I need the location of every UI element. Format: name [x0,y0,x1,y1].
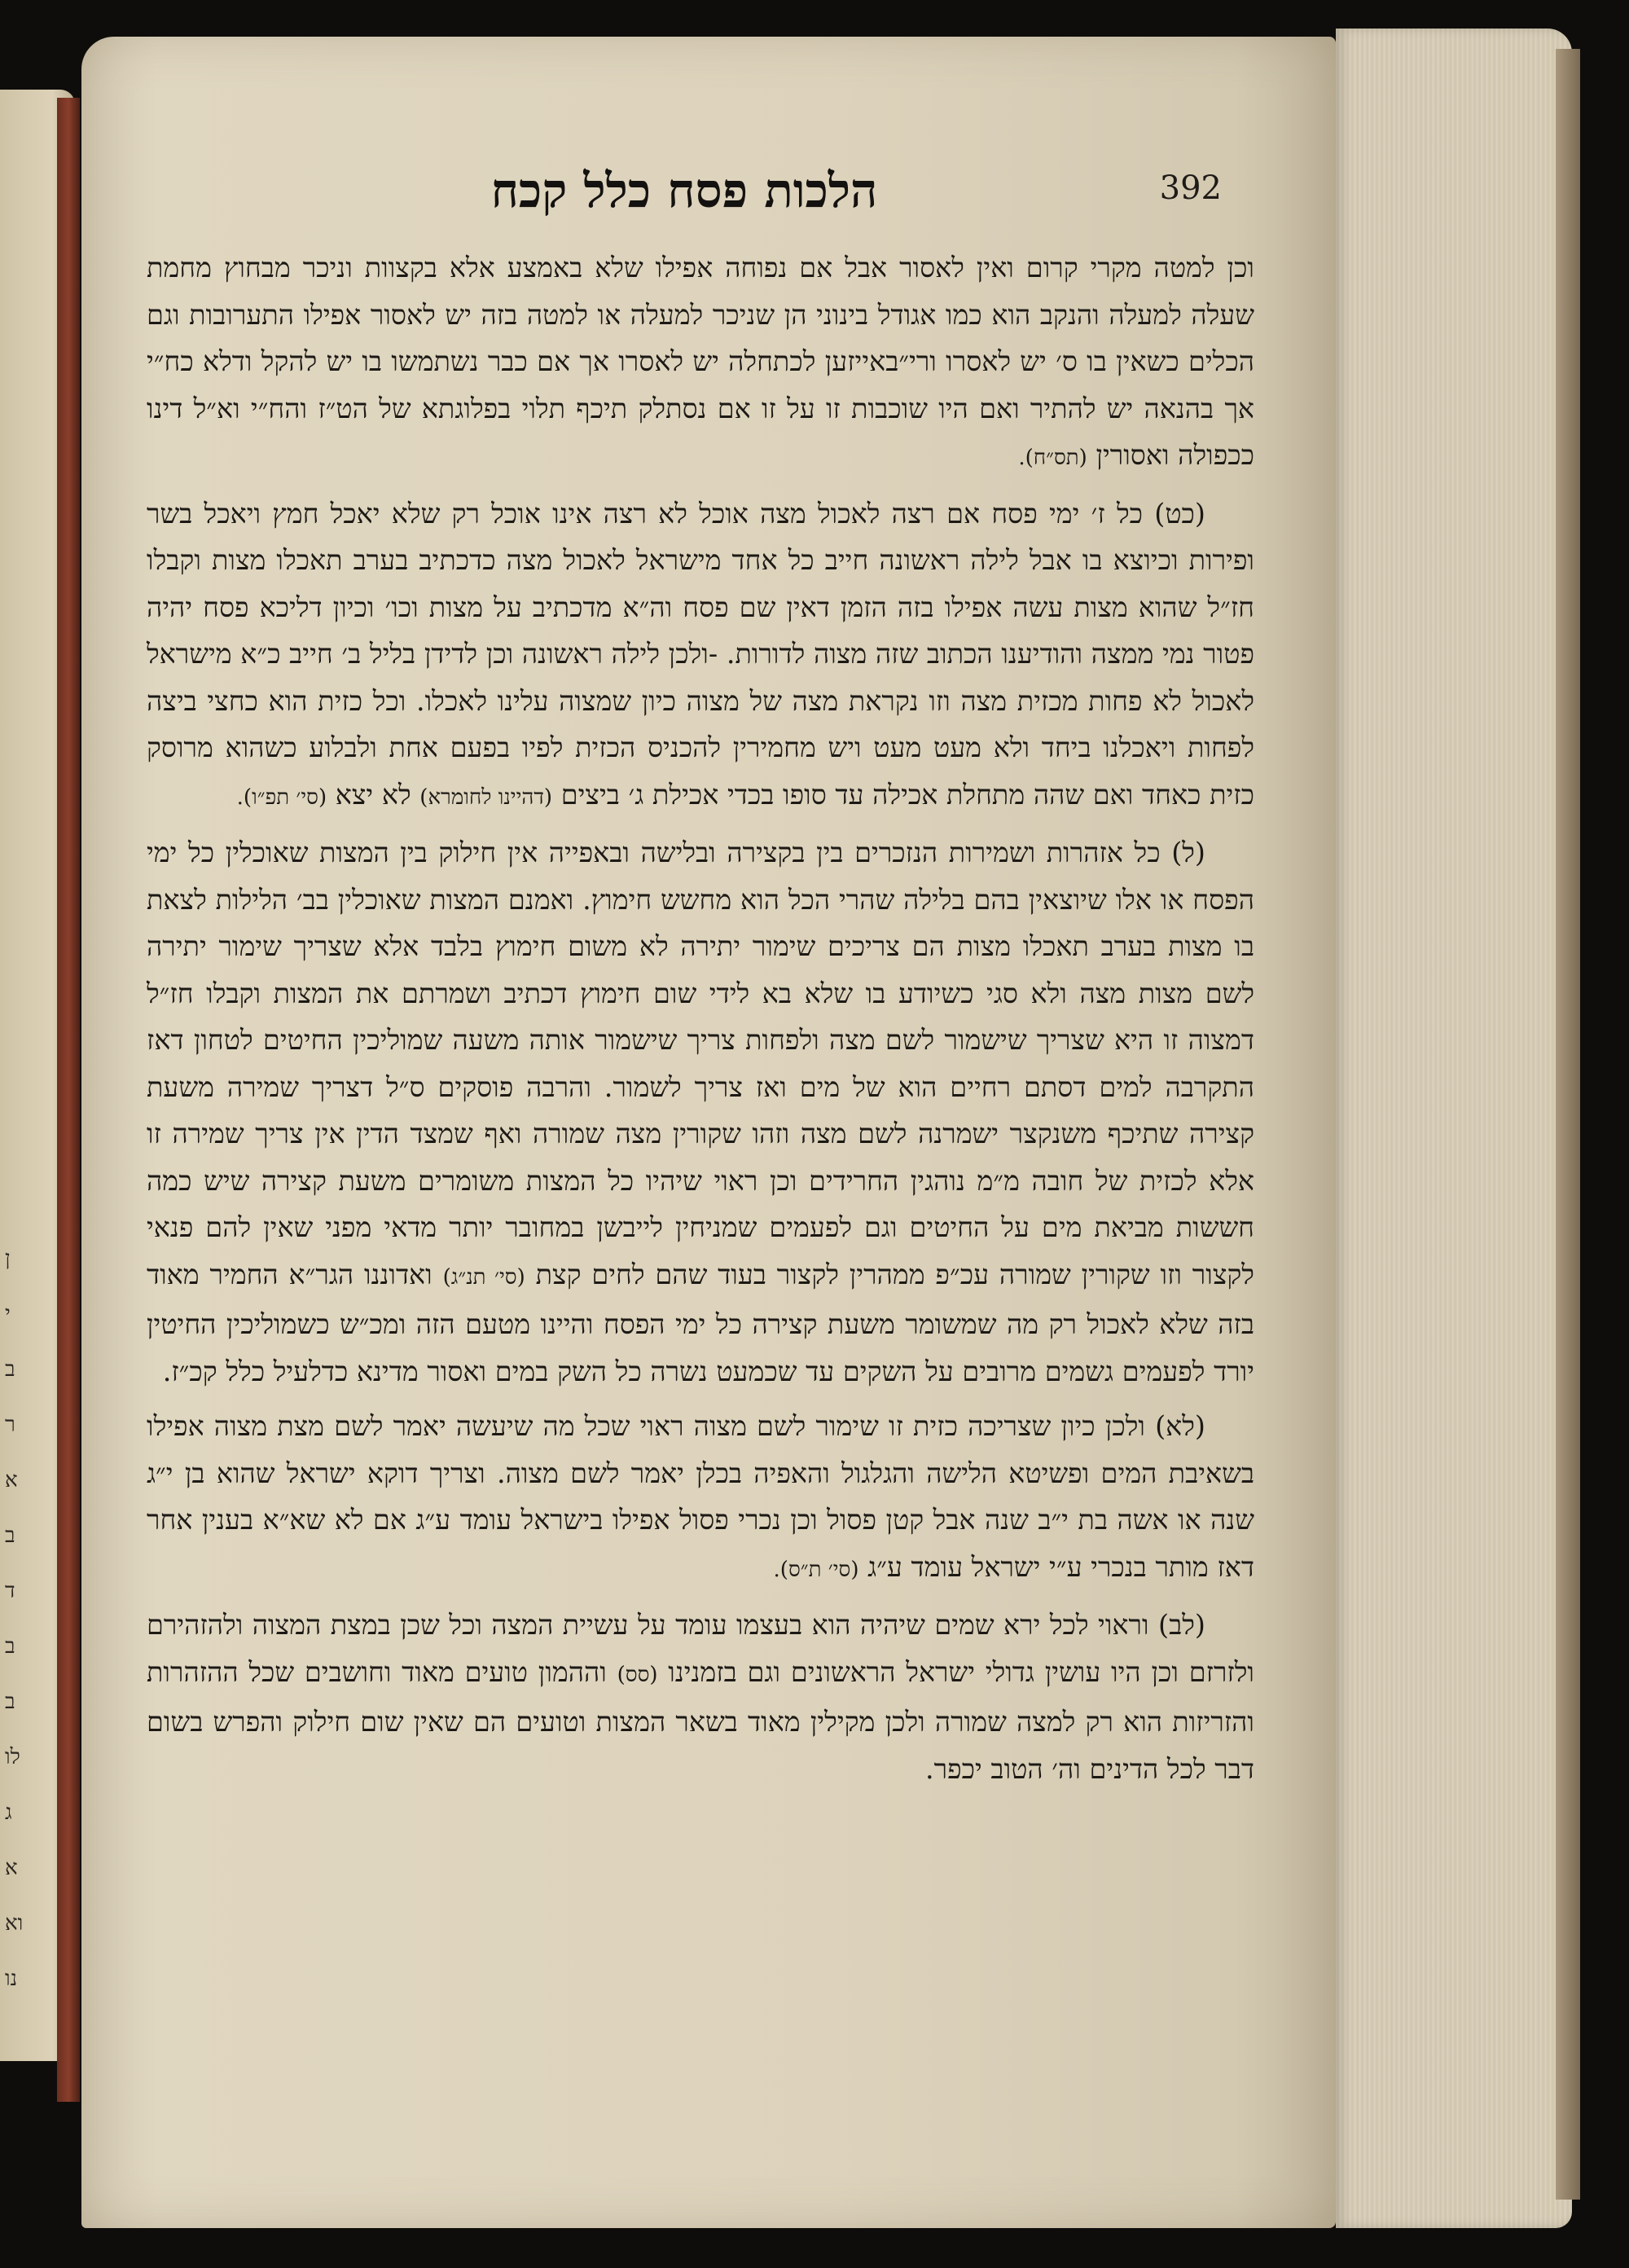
inline-note: (סס) [617,1662,658,1687]
paragraph-30 [147,829,1254,1395]
left-page-fragment: ן [5,1246,11,1271]
body-text [147,244,1254,1800]
paragraph-continuation [147,244,1254,482]
paragraph-31 [147,1403,1254,1593]
paragraph-text: ולכן כיון שצריכה כזית זו שימור לשם מצוה ראוי שכל מה שיעשה יאמר לשם מצת מצוה אפילו בשאיבת המים ופשיטא הלישה והגלגול והאפיה בכלן יאמר לשם מצוה. וצריך דוקא ישראל שהוא בן י״ג שנה או אשה בת י״ב שנה אבל קטן פסול וכן נכרי פסול אפילו בישראל עומד ע״ג אם לא שא״א בענין אחר דאז מותר בנכרי ע״י ישראל עומד ע״ג [147,1410,1254,1583]
left-page-fragment: לו [5,1745,20,1769]
paragraph-number: (כט) [1154,497,1205,530]
left-page-fragment: ג [5,1800,12,1825]
paragraph-text: כל ז׳ ימי פסח אם רצה לאכול מצה אוכל לא רצה אינו אוכל רק שלא יאכל חמץ ויאכל בשר ופירות וכיוצא בו אבל לילה ראשונה חייב כל אחד מישראל לאכול מצה כדכתיב בערב תאכלו מצות וקבלו חז״ל שהוא מצות עשה אפילו בזה הזמן דאין שם פסח וה״א מדכתיב על מצות וכו׳ וכיון דליכא פסח יהיה פטור נמי ממצה והודיענו הכתוב שזה מצוה לדורות. ‑ולכן לילה ראשונה וכן לדידן בליל ב׳ חייב כ״א מישראל לאכול לא פחות מכזית מצה וזו נקראת מצה של מצוה כיון שמצוה עלינו לאכלו. וכל כזית הוא כחצי ביצה לפחות ויאכלנו ביחד ולא מעט מעט ויש מחמירין להכניס הכזית לפיו בפעם אחת ולבלוע כשהוא מרוסק כזית כאחד ואם שהה מתחלת אכילה עד סופו בכדי אכילת ג׳ ביצים [147,497,1254,811]
page-number: 392 [1159,169,1222,207]
page-fore-edge [1336,29,1572,2228]
left-page-fragment: ר [5,1413,15,1437]
left-page-fragment: ד [5,1579,15,1603]
paragraph-number: (לא) [1155,1410,1205,1442]
book-spine-edge [1556,49,1580,2200]
paragraph-number: (ל) [1171,837,1205,868]
paragraph-tail: וההמון טועים מאוד וחושבים שכל ההזהרות והזריזות הוא רק למצה שמורה ולכן מקילין מאוד בשאר המצות וטועים הם שאין שום חילוק והפרש בשום דבר לכל הדינים וה׳ הטוב יכפר. [147,1655,1254,1785]
paragraph-text: וראוי לכל ירא שמים שיהיה הוא בעצמו עומד על עשיית המצה וכל שכן במצת המצוה ולהזהירם ולזרזם וכן היו עושין גדולי ישראל הראשונים וגם בזמנינו [147,1609,1254,1688]
left-page-fragment: ב [5,1690,15,1714]
paragraph-tail: לא יצא [335,778,411,811]
citation: (סי׳ תפ״ו). [236,785,327,810]
running-title: הלכות פסח כלל קכח [490,163,878,218]
book-cover-edge [57,98,80,2102]
paragraph-tail: ואדוננו הגר״א החמיר מאוד בזה שלא לאכול רק מה שמשומר משעת קצירה כל ימי הפסח והיינו מטעם הזה ומכ״ש כשמוליכין החיטין יורד לפעמים גשמים מרובים על השקים עד שכמעט נשרה כל השק במים ואסור מדינא כדלעיל כלל קכ״ז. [147,1258,1254,1387]
left-page-fragment: ב [5,1357,15,1382]
inline-note: (דהיינו לחומרא) [419,785,553,810]
left-page-fragment: ב [5,1523,15,1548]
left-page-fragment: ב [5,1634,15,1659]
paragraph-text: וכן למטה מקרי קרום ואין לאסור אבל אם נפוחה אפילו שלא באמצע אלא בקצוות וניכר מבחוץ מחמת שעלה למעלה והנקב הוא כמו אגודל בינוני הן שניכר למעלה או למטה בזה יש לאסור אפילו התערובות וגם הכלים כשאין בו ס׳ יש לאסרו ורי״באייזען לכתחלה יש לאסרו אך אם כבר נשתמשו בו יש להקל ודלא כח״י אך בהנאה יש להתיר ואם היו שוכבות זו על זו אם נסתלק תיכף תלוי בפלוגתא של הט״ז והח״י וא״ל דינו ככפולה ואסורין [147,252,1254,471]
citation: (סי׳ תנ״ג) [442,1264,525,1290]
page-header [163,163,1222,228]
paragraph-29 [147,490,1254,822]
paragraph-text: כל אזהרות ושמירות הנזכרים בין בקצירה ובלישה ובאפייה אין חילוק בין המצות שאוכלין כל ימי הפסח או אלו שיוצאין בהם בלילה שהרי הכל הוא מחשש חימוץ. ואמנם המצות שאוכלין בב׳ הלילות לצאת בו מצות בערב תאכלו מצות הם צריכים שימור יתירה לא משום חימוץ בלבד אלא שצריך שימור יתירה לשם מצות מצה ולא סגי כשיודע בו שלא בא לידי שום חימוץ דכתיב ושמרתם את המצות וקבלו חז״ל דמצוה זו היא שצריך שישמור לשם מצה ולפחות צריך שישמור אותה משעה שמוליכין החיטים לטחון דאז התקרבה למים דסתם רחיים הוא של מים ואז צריך לשמור. והרבה פוסקים ס״ל דצריך שמירה משעת קצירה שתיכף משנקצר ישמרנה לשם מצה וזהו שקורין מצה שמורה ואף שמצד הדין אין צריך שמירה זו אלא לכזית של חובה מ״מ נוהגין החרידים וכן ראוי שיהיו כל המצות משומרים משעת קצירה שיש כמה חששות מביאת מים על החיטים וגם לפעמים שמניחין לייבשן במחובר יותר מדאי מפני שאין להם פנאי לקצור וזו שקורין שמורה עכ״פ ממהרין לקצור בעוד שהם לחים קצת [147,837,1254,1290]
citation: (תס״ח). [1018,446,1087,470]
left-page-fragment: וא [5,1911,24,1936]
left-page-fragment: י [5,1302,11,1326]
left-page-fragment: נו [5,1967,18,1991]
left-page-fragment: א [5,1468,18,1492]
citation: (סי׳ ת״ס). [773,1557,859,1582]
left-page-fragment: א [5,1856,18,1880]
paragraph-32 [147,1602,1254,1792]
paragraph-number: (לב) [1158,1609,1205,1641]
